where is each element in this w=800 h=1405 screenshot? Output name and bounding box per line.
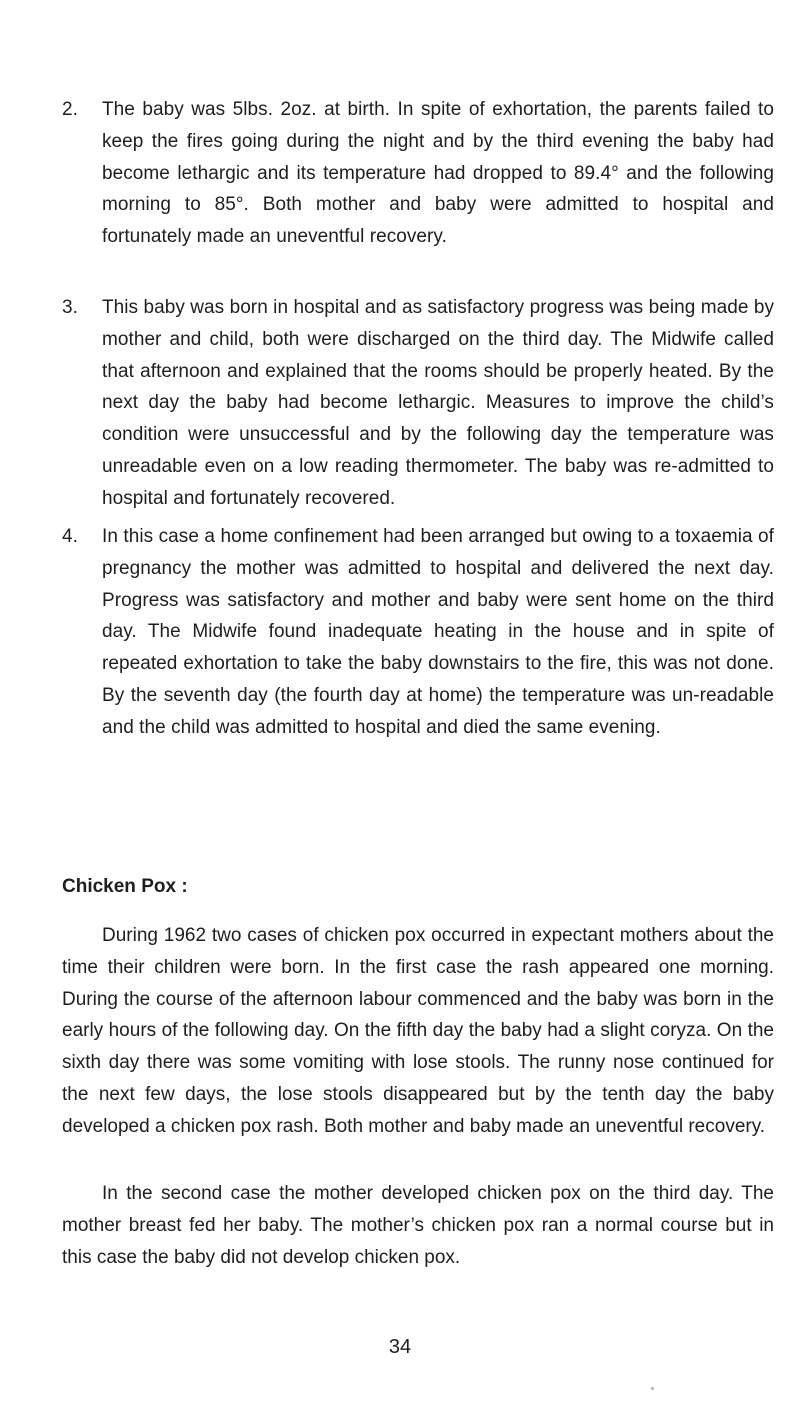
scan-speck bbox=[651, 1387, 654, 1390]
item-text: The baby was 5lbs. 2oz. at birth. In spite of exhortation, the parents failed to keep the fires going during the night and by the third evening the baby had become lethargic and its temperature had dropped to 89.4° and the following morning to 85°. Both mother and baby were admitted to hospital and fortunately made an uneventful recovery. bbox=[102, 99, 774, 248]
section-paragraph-1 bbox=[62, 920, 774, 1143]
section-paragraph-2 bbox=[62, 1178, 774, 1273]
paragraph-text: In the second case the mother developed chicken pox on the third day. The mother breast fed her baby. The mother’s chicken pox ran a normal course but in this case the baby did not develop chicken pox. bbox=[62, 1183, 774, 1268]
case-item-3 bbox=[62, 292, 774, 515]
item-number: 3. bbox=[62, 297, 78, 318]
page-number: 34 bbox=[388, 1336, 412, 1358]
item-text: In this case a home confinement had been arranged but owing to a toxaemia of pregnancy the mother was admitted to hospital and delivered the next day. Progress was satisfactory and mother and baby were sent home on the third day. The Midwife found inadequate heating in the house and in spite of repeated exhortation to take the baby downstairs to the fire, this was not done. By the seventh day (the fourth day at home) the temperature was un-readable and the child was admitted to hospital and died the same evening. bbox=[102, 526, 774, 738]
item-text: This baby was born in hospital and as satisfactory progress was being made by mother and child, both were discharged on the third day. The Midwife called that afternoon and explained that the rooms should be properly heated. By the next day the baby had become lethargic. Measures to improve the child’s condition were unsuccessful and by the following day the temperature was unreadable even on a low reading thermometer. The baby was re-admitted to hospital and fortunately recovered. bbox=[102, 297, 774, 509]
item-number: 4. bbox=[62, 526, 78, 547]
case-item-2 bbox=[62, 94, 774, 253]
section-heading: Chicken Pox : bbox=[62, 876, 188, 897]
item-number: 2. bbox=[62, 99, 78, 120]
paragraph-text: During 1962 two cases of chicken pox occurred in expectant mothers about the time their children were born. In the first case the rash appeared one morning. During the course of the afternoon labour commenced and the baby was born in the early hours of the following day. On the fifth day the baby had a slight coryza. On the sixth day there was some vomiting with lose stools. The runny nose continued for the next few days, the lose stools disappeared but by the tenth day the baby developed a chicken pox rash. Both mother and baby made an uneventful recovery. bbox=[62, 925, 774, 1137]
case-item-4 bbox=[62, 521, 774, 744]
